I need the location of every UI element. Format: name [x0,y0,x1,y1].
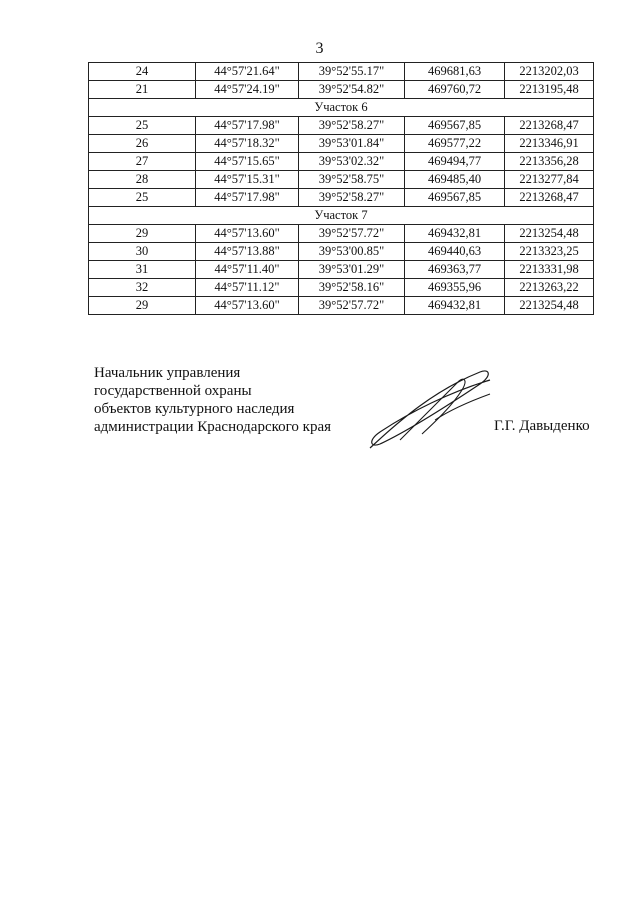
table-cell: 469363,77 [405,261,505,279]
table-row [89,189,594,207]
table-cell: 39°52'58.75" [299,171,405,189]
table-cell: 2213254,48 [505,225,594,243]
table-cell: 2213254,48 [505,297,594,315]
table-cell: 44°57'11.40" [196,261,299,279]
table-row [89,63,594,81]
table-row [89,135,594,153]
table-cell: 39°53'01.84" [299,135,405,153]
table-cell: 2213268,47 [505,189,594,207]
table-cell: 2213268,47 [505,117,594,135]
table-cell: 39°52'55.17" [299,63,405,81]
table-cell: 469440,63 [405,243,505,261]
table-cell: 469432,81 [405,297,505,315]
table-cell: 27 [89,153,196,171]
table-cell: 39°53'02.32" [299,153,405,171]
table-cell: 469577,22 [405,135,505,153]
table-cell: 44°57'13.60" [196,225,299,243]
table-cell: 469681,63 [405,63,505,81]
section-row [89,99,594,117]
table-row [89,297,594,315]
table-cell: 2213356,28 [505,153,594,171]
table-cell: 44°57'11.12" [196,279,299,297]
table-cell: 44°57'24.19" [196,81,299,99]
signatory-name: Г.Г. Давыденко [494,418,590,434]
table-cell: 39°53'01.29" [299,261,405,279]
table-cell: 25 [89,117,196,135]
signatory-position [94,364,331,436]
section-title: Участок 6 [89,99,594,117]
table-cell: 2213323,25 [505,243,594,261]
table-cell: 469485,40 [405,171,505,189]
table-cell: 32 [89,279,196,297]
table-cell: 44°57'13.60" [196,297,299,315]
table-cell: 44°57'17.98" [196,189,299,207]
table-cell: 469432,81 [405,225,505,243]
table-cell: 39°52'57.72" [299,225,405,243]
section-title: Участок 7 [89,207,594,225]
table-row [89,171,594,189]
table-cell: 39°52'54.82" [299,81,405,99]
table-cell: 25 [89,189,196,207]
table-row [89,243,594,261]
table-cell: 44°57'21.64" [196,63,299,81]
table-cell: 39°53'00.85" [299,243,405,261]
table-row [89,81,594,99]
table-cell: 29 [89,297,196,315]
table-cell: 28 [89,171,196,189]
position-line: администрации Краснодарского края [94,419,332,435]
handwritten-signature [340,360,510,460]
position-line: государственной охраны [94,383,252,399]
table-row [89,279,594,297]
table-cell: 2213202,03 [505,63,594,81]
table-cell: 469760,72 [405,81,505,99]
table-cell: 31 [89,261,196,279]
table-cell: 44°57'17.98" [196,117,299,135]
table-cell: 2213263,22 [505,279,594,297]
coordinates-table [88,62,594,315]
page-number: 3 [315,40,324,57]
position-line: Начальник управления [94,365,241,381]
table-cell: 26 [89,135,196,153]
table-cell: 44°57'15.31" [196,171,299,189]
table-cell: 39°52'58.27" [299,117,405,135]
table-cell: 44°57'13.88" [196,243,299,261]
table-cell: 44°57'18.32" [196,135,299,153]
table-row [89,153,594,171]
table-row [89,117,594,135]
table-cell: 469567,85 [405,117,505,135]
table-cell: 469567,85 [405,189,505,207]
table-cell: 39°52'58.27" [299,189,405,207]
coordinates-table-body [89,63,594,315]
table-cell: 21 [89,81,196,99]
table-cell: 469494,77 [405,153,505,171]
table-row [89,225,594,243]
table-cell: 29 [89,225,196,243]
table-cell: 2213277,84 [505,171,594,189]
table-cell: 2213195,48 [505,81,594,99]
table-cell: 39°52'58.16" [299,279,405,297]
table-cell: 30 [89,243,196,261]
section-row [89,207,594,225]
table-cell: 2213331,98 [505,261,594,279]
table-cell: 2213346,91 [505,135,594,153]
table-cell: 39°52'57.72" [299,297,405,315]
position-line: объектов культурного наследия [94,401,295,417]
table-cell: 24 [89,63,196,81]
table-cell: 469355,96 [405,279,505,297]
table-row [89,261,594,279]
table-cell: 44°57'15.65" [196,153,299,171]
